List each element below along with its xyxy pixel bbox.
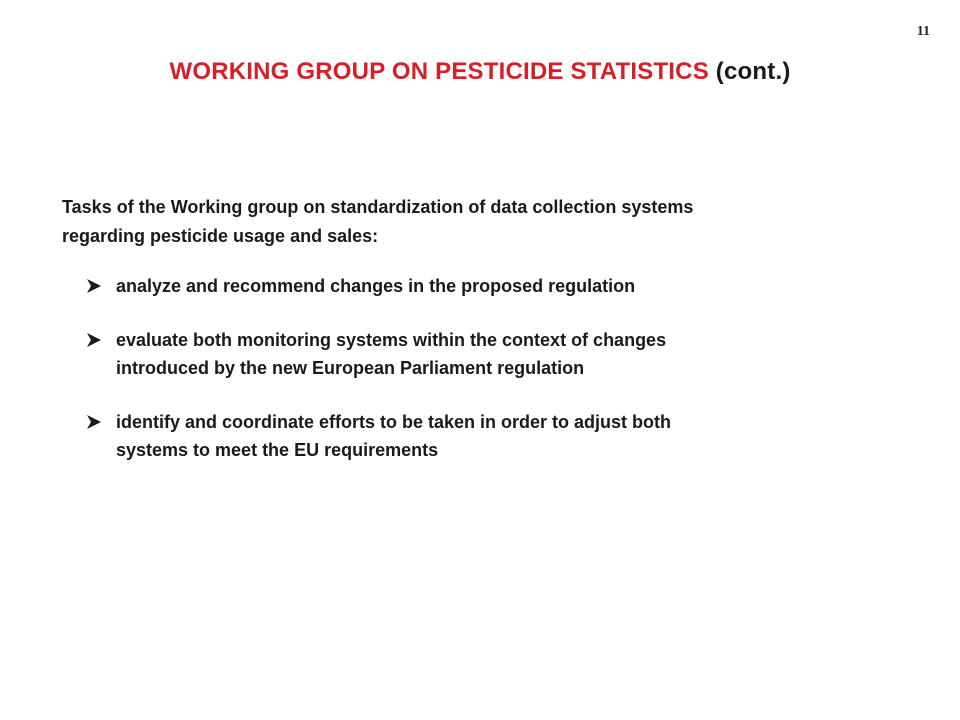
bullet-item <box>86 272 922 300</box>
arrowhead-bullet-icon <box>86 332 102 348</box>
intro-line-2: regarding pesticide usage and sales: <box>62 226 379 246</box>
intro-line-1: Tasks of the Working group on standardization of data collection systems <box>62 197 694 217</box>
slide-title <box>0 58 960 86</box>
bullet-line-2: systems to meet the EU requirements <box>116 440 439 460</box>
intro-text <box>62 193 922 251</box>
arrowhead-bullet-icon <box>86 278 102 294</box>
bullet-item <box>86 326 922 382</box>
page-number: 11 <box>916 24 930 39</box>
bullet-line-1: identify and coordinate efforts to be taken in order to adjust both <box>116 412 672 432</box>
slide-body <box>62 193 922 490</box>
bullet-line-2: introduced by the new European Parliament regulation <box>116 358 585 378</box>
bullet-line-1: analyze and recommend changes in the proposed regulation <box>116 276 636 296</box>
title-suffix: (cont.) <box>715 58 791 85</box>
bullet-line-1: evaluate both monitoring systems within the context of changes <box>116 330 667 350</box>
title-main: WORKING GROUP ON PESTICIDE STATISTICS <box>169 58 709 85</box>
arrowhead-bullet-icon <box>86 414 102 430</box>
bullet-item <box>86 408 922 464</box>
bullet-list <box>62 272 922 464</box>
